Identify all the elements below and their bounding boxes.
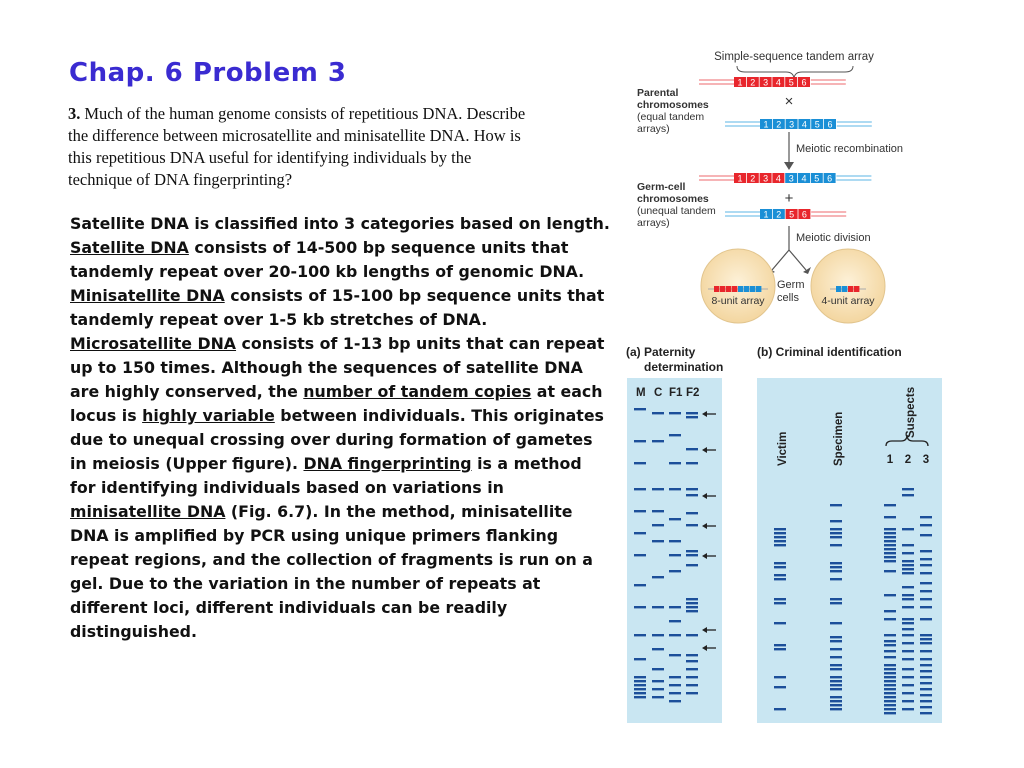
gel-band xyxy=(652,412,664,414)
gel-band xyxy=(774,578,786,580)
gel-band xyxy=(920,590,932,592)
gel-band xyxy=(902,488,914,490)
gel-band xyxy=(920,606,932,608)
gel-band xyxy=(902,692,914,694)
gel-band xyxy=(902,552,914,554)
gel-band xyxy=(669,654,681,656)
tandem-array-header: Simple-sequence tandem array xyxy=(714,51,874,63)
germ-cells-label-line2: cells xyxy=(777,292,800,304)
gel-band xyxy=(920,712,932,714)
gel-band xyxy=(774,544,786,546)
unequal-crossover-figure xyxy=(634,44,944,334)
gel-band xyxy=(652,680,664,682)
gel-band xyxy=(830,648,842,650)
repeat-unit-number: 5 xyxy=(789,209,795,220)
gel-band xyxy=(902,658,914,660)
lane-label-m: M xyxy=(636,387,646,399)
answer-segment: is a method for identifying individuals based on variations in xyxy=(70,454,582,497)
gel-band xyxy=(902,586,914,588)
lane-label-f1: F1 xyxy=(669,387,683,399)
array-unit xyxy=(750,286,755,292)
gel-band xyxy=(902,684,914,686)
gel-band xyxy=(774,648,786,650)
meiotic-recombination-label: Meiotic recombination xyxy=(796,143,903,155)
array-unit xyxy=(854,286,859,292)
meiotic-division-label: Meiotic division xyxy=(796,232,871,244)
gel-band xyxy=(884,536,896,538)
gel-band xyxy=(669,412,681,414)
gel-band xyxy=(884,700,896,702)
repeat-unit-number: 2 xyxy=(776,209,782,220)
gel-band xyxy=(884,644,896,646)
gel-band xyxy=(652,668,664,670)
answer-segment: at each locus is xyxy=(70,382,603,425)
gel-band xyxy=(830,528,842,530)
gel-band xyxy=(686,606,698,608)
gel-band xyxy=(634,532,646,534)
gel-panel-a xyxy=(627,378,722,723)
gel-band xyxy=(920,634,932,636)
gel-band xyxy=(669,620,681,622)
gel-band xyxy=(902,618,914,620)
panel-a-label-line1: (a) Paternity xyxy=(626,345,696,359)
gel-band xyxy=(830,570,842,572)
answer-segment: consists of 14-500 bp sequence units that tandemly repeat over 20-100 kb lengths of genomic DNA. xyxy=(70,238,585,281)
gel-band xyxy=(686,488,698,490)
repeat-unit-number: 3 xyxy=(763,77,769,88)
gel-band xyxy=(920,558,932,560)
gel-band xyxy=(686,668,698,670)
gel-band xyxy=(686,512,698,514)
suspects-label: Suspects xyxy=(905,386,917,438)
repeat-unit-number: 4 xyxy=(801,173,807,184)
answer-segment: Satellite DNA is classified into 3 categories based on length. xyxy=(70,214,610,233)
gel-band xyxy=(920,642,932,644)
gel-band xyxy=(884,680,896,682)
term-highly-variable: highly variable xyxy=(142,406,275,425)
gel-band xyxy=(902,544,914,546)
gel-band xyxy=(774,528,786,530)
gel-band xyxy=(884,640,896,642)
gel-band xyxy=(830,532,842,534)
gel-band xyxy=(634,440,646,442)
gel-band xyxy=(830,578,842,580)
gel-band xyxy=(634,510,646,512)
repeat-unit-number: 6 xyxy=(827,119,833,130)
repeat-unit-number: 4 xyxy=(775,173,781,184)
gel-band xyxy=(884,668,896,670)
label-line: Parental xyxy=(637,87,679,99)
repeat-unit-number: 3 xyxy=(789,119,795,130)
gel-band xyxy=(920,688,932,690)
cell-left-label: 8-unit array xyxy=(711,295,765,307)
label-line: arrays) xyxy=(637,123,670,135)
gel-band xyxy=(884,504,896,506)
gel-band xyxy=(652,524,664,526)
repeat-unit-number: 3 xyxy=(763,173,769,184)
gel-band xyxy=(884,548,896,550)
array-unit xyxy=(720,286,725,292)
gel-band xyxy=(669,606,681,608)
parental-chromosome-red xyxy=(699,77,846,88)
gel-band xyxy=(902,572,914,574)
label-line: chromosomes xyxy=(637,193,709,205)
gel-band xyxy=(884,712,896,714)
gel-band xyxy=(920,572,932,574)
gel-band xyxy=(686,524,698,526)
gel-band xyxy=(902,650,914,652)
gel-band xyxy=(830,562,842,564)
gel-band xyxy=(884,672,896,674)
gel-band xyxy=(774,540,786,542)
gel-band xyxy=(902,676,914,678)
gel-band xyxy=(686,598,698,600)
gel-band xyxy=(902,668,914,670)
slide-title: Chap. 6 Problem 3 xyxy=(69,58,347,88)
gel-band xyxy=(884,684,896,686)
repeat-unit-number: 1 xyxy=(737,173,743,184)
gel-band xyxy=(902,564,914,566)
gel-band xyxy=(634,554,646,556)
gel-band xyxy=(686,602,698,604)
gel-band xyxy=(634,692,646,694)
gel-band xyxy=(830,684,842,686)
gel-band xyxy=(920,534,932,536)
repeat-unit-number: 5 xyxy=(814,119,820,130)
gel-band xyxy=(634,488,646,490)
gel-band xyxy=(669,488,681,490)
gel-band xyxy=(686,412,698,414)
array-unit xyxy=(714,286,719,292)
problem-statement xyxy=(68,103,533,191)
gel-band xyxy=(884,556,896,558)
parental-chromosomes-label xyxy=(637,87,709,135)
gel-band xyxy=(652,688,664,690)
gel-band xyxy=(652,576,664,578)
gel-band xyxy=(774,676,786,678)
lane-label-f2: F2 xyxy=(686,387,700,399)
term-microsatellite-dna: Microsatellite DNA xyxy=(70,334,237,353)
gel-band xyxy=(774,574,786,576)
label-line: (equal tandem xyxy=(637,111,705,123)
problem-text: Much of the human genome consists of repetitious DNA. Describe the difference between microsatellite and minisatellite DNA. How is this repetitious DNA useful for identifying individuals by the technique of DNA fingerprinting? xyxy=(68,104,526,189)
gel-band xyxy=(902,594,914,596)
gel-band xyxy=(634,462,646,464)
gel-band xyxy=(830,700,842,702)
gel-band xyxy=(830,680,842,682)
gel-band xyxy=(884,704,896,706)
germ-cells-label-line1: Germ xyxy=(777,279,805,291)
label-line: chromosomes xyxy=(637,99,709,111)
term-dna-fingerprinting: DNA fingerprinting xyxy=(303,454,472,473)
array-unit xyxy=(738,286,743,292)
gel-band xyxy=(686,416,698,418)
gel-band xyxy=(652,510,664,512)
answer-text xyxy=(70,212,610,644)
repeat-unit-number: 1 xyxy=(763,209,769,220)
gel-band xyxy=(634,676,646,678)
plus-symbol: + xyxy=(784,190,794,207)
gel-band xyxy=(830,676,842,678)
gel-band xyxy=(920,650,932,652)
array-unit xyxy=(726,286,731,292)
repeat-unit-number: 6 xyxy=(801,77,807,88)
gel-band xyxy=(652,634,664,636)
gel-band xyxy=(652,488,664,490)
gel-band xyxy=(669,554,681,556)
gel-band xyxy=(686,634,698,636)
gel-band xyxy=(669,434,681,436)
gel-band xyxy=(686,676,698,678)
tandem-array-bracket xyxy=(737,66,853,78)
term-minisatellite-dna-2: minisatellite DNA xyxy=(70,502,226,521)
repeat-unit-number: 6 xyxy=(827,173,833,184)
gel-band xyxy=(920,550,932,552)
array-unit xyxy=(836,286,841,292)
gel-band xyxy=(884,696,896,698)
gel-band xyxy=(884,618,896,620)
repeat-unit-number: 2 xyxy=(750,77,756,88)
array-unit xyxy=(744,286,749,292)
gel-band xyxy=(686,692,698,694)
gel-band xyxy=(652,648,664,650)
gel-band xyxy=(686,494,698,496)
gel-band xyxy=(830,688,842,690)
gel-band xyxy=(830,668,842,670)
gel-band xyxy=(634,680,646,682)
germcell-chromosome-long xyxy=(699,173,871,184)
array-unit xyxy=(732,286,737,292)
repeat-unit-number: 2 xyxy=(776,119,782,130)
panel-b-label: (b) Criminal identification xyxy=(757,345,902,359)
gel-band xyxy=(830,544,842,546)
gel-band xyxy=(920,706,932,708)
gel-band xyxy=(634,696,646,698)
gel-band xyxy=(920,670,932,672)
answer-segment: between individuals. This originates due to unequal crossing over during formation of gametes in meiosis (Upper figure). xyxy=(70,406,604,473)
gel-band xyxy=(830,504,842,506)
panel-a-label-line2: determination xyxy=(644,360,724,374)
gel-band xyxy=(774,644,786,646)
gel-band xyxy=(669,540,681,542)
gel-band xyxy=(634,408,646,410)
gel-band xyxy=(669,692,681,694)
gel-band xyxy=(902,568,914,570)
gel-band xyxy=(774,532,786,534)
gel-band xyxy=(830,598,842,600)
gel-band xyxy=(830,520,842,522)
gel-band xyxy=(686,660,698,662)
gel-band xyxy=(920,564,932,566)
gel-band xyxy=(902,598,914,600)
gel-band xyxy=(884,664,896,666)
suspect-number-3: 3 xyxy=(922,454,930,466)
gel-band xyxy=(920,524,932,526)
gel-band xyxy=(830,566,842,568)
gel-band xyxy=(774,536,786,538)
gel-band xyxy=(884,708,896,710)
gel-band xyxy=(652,440,664,442)
gel-band xyxy=(884,656,896,658)
gel-band xyxy=(884,688,896,690)
gel-band xyxy=(902,700,914,702)
gel-band xyxy=(920,638,932,640)
gel-band xyxy=(634,634,646,636)
gel-band xyxy=(902,528,914,530)
gel-band xyxy=(830,696,842,698)
gel-band xyxy=(634,584,646,586)
cell-left-array xyxy=(708,286,768,292)
repeat-unit-number: 1 xyxy=(763,119,769,130)
gel-band xyxy=(669,700,681,702)
gel-band xyxy=(830,704,842,706)
gel-band xyxy=(669,676,681,678)
gel-band xyxy=(902,622,914,624)
problem-number: 3. xyxy=(68,104,81,123)
gel-band xyxy=(884,676,896,678)
dna-fingerprint-gel-figure xyxy=(624,338,949,728)
gel-band xyxy=(774,686,786,688)
gel-band xyxy=(920,658,932,660)
germ-cell-chromosomes-label xyxy=(637,181,716,229)
label-line: Germ-cell xyxy=(637,181,686,193)
gel-band xyxy=(830,640,842,642)
gel-band xyxy=(669,518,681,520)
array-unit xyxy=(842,286,847,292)
gel-band xyxy=(884,528,896,530)
gel-band xyxy=(634,684,646,686)
gel-band xyxy=(774,566,786,568)
gel-band xyxy=(669,570,681,572)
answer-segment: (Fig. 6.7). In the method, minisatellite DNA is amplified by PCR using unique primers flanking repeat regions, and the collection of fragments is run on a gel. Due to the variation in the number of repeats at different loci, different individuals can be readily distinguished. xyxy=(70,502,593,641)
repeat-unit-number: 4 xyxy=(801,119,807,130)
gel-band xyxy=(920,700,932,702)
repeat-unit-number: 5 xyxy=(814,173,820,184)
gel-band xyxy=(902,494,914,496)
gel-band xyxy=(686,550,698,552)
gel-band xyxy=(686,564,698,566)
gel-band xyxy=(634,688,646,690)
gel-band xyxy=(902,642,914,644)
gel-band xyxy=(884,594,896,596)
gel-band xyxy=(669,462,681,464)
gel-band xyxy=(652,540,664,542)
gel-band xyxy=(884,552,896,554)
gel-band xyxy=(830,602,842,604)
lane-label-victim: Victim xyxy=(777,431,789,466)
gel-band xyxy=(830,708,842,710)
answer-segment: consists of 1-13 bp units that can repeat up to 150 times. Although the sequences of satellite DNA are highly conserved, the xyxy=(70,334,605,401)
gel-band xyxy=(920,664,932,666)
gel-band xyxy=(884,634,896,636)
gel-band xyxy=(902,634,914,636)
gel-band xyxy=(774,622,786,624)
gel-band xyxy=(774,602,786,604)
term-number-of-tandem-copies: number of tandem copies xyxy=(303,382,532,401)
term-satellite-dna: Satellite DNA xyxy=(70,238,189,257)
cell-right-label: 4-unit array xyxy=(821,295,875,307)
gel-band xyxy=(884,532,896,534)
gel-band xyxy=(884,516,896,518)
gel-band xyxy=(884,540,896,542)
gel-band xyxy=(686,684,698,686)
lane-label-c: C xyxy=(654,387,663,399)
gel-band xyxy=(669,684,681,686)
gel-band xyxy=(902,628,914,630)
gel-band xyxy=(686,654,698,656)
parental-chromosome-blue xyxy=(725,119,872,130)
repeat-unit-number: 4 xyxy=(775,77,781,88)
gel-band xyxy=(920,582,932,584)
gel-band xyxy=(774,598,786,600)
repeat-unit-number: 1 xyxy=(737,77,743,88)
gel-band xyxy=(774,708,786,710)
gel-band xyxy=(920,682,932,684)
gel-band xyxy=(686,610,698,612)
repeat-unit-number: 2 xyxy=(750,173,756,184)
gel-band xyxy=(884,650,896,652)
gel-band xyxy=(669,634,681,636)
gel-band xyxy=(920,598,932,600)
gel-band xyxy=(686,462,698,464)
gel-band xyxy=(902,708,914,710)
gel-band xyxy=(686,448,698,450)
gel-band xyxy=(884,560,896,562)
answer-segment: consists of 15-100 bp sequence units that tandemly repeat over 1-5 kb stretches of DNA. xyxy=(70,286,605,329)
gel-band xyxy=(634,606,646,608)
repeat-unit-number: 6 xyxy=(801,209,807,220)
array-unit xyxy=(756,286,761,292)
gel-band xyxy=(920,516,932,518)
gel-band xyxy=(902,606,914,608)
gel-band xyxy=(652,606,664,608)
gel-band xyxy=(830,622,842,624)
gel-band xyxy=(884,692,896,694)
gel-band xyxy=(884,544,896,546)
gel-band xyxy=(634,658,646,660)
gel-band xyxy=(830,636,842,638)
gel-band xyxy=(830,536,842,538)
repeat-unit-number: 5 xyxy=(788,77,794,88)
arrow-split-icon xyxy=(772,250,806,270)
gel-band xyxy=(652,696,664,698)
gel-band xyxy=(920,694,932,696)
arrow-head-icon xyxy=(784,162,794,170)
gel-band xyxy=(920,618,932,620)
repeat-unit-number: 3 xyxy=(788,173,794,184)
gel-band xyxy=(774,562,786,564)
gel-band xyxy=(884,610,896,612)
suspect-number-2: 2 xyxy=(904,454,912,466)
gel-band xyxy=(830,656,842,658)
gel-band xyxy=(686,554,698,556)
lane-label-specimen: Specimen xyxy=(833,411,845,466)
gel-band xyxy=(902,560,914,562)
gel-band xyxy=(884,570,896,572)
term-minisatellite-dna: Minisatellite DNA xyxy=(70,286,225,305)
label-line: (unequal tandem xyxy=(637,205,716,217)
germcell-chromosome-short xyxy=(725,209,846,220)
suspect-number-1: 1 xyxy=(886,454,894,466)
gel-band xyxy=(920,676,932,678)
array-unit xyxy=(848,286,853,292)
cross-symbol: × xyxy=(784,93,794,110)
label-line: arrays) xyxy=(637,217,670,229)
gel-band xyxy=(830,664,842,666)
